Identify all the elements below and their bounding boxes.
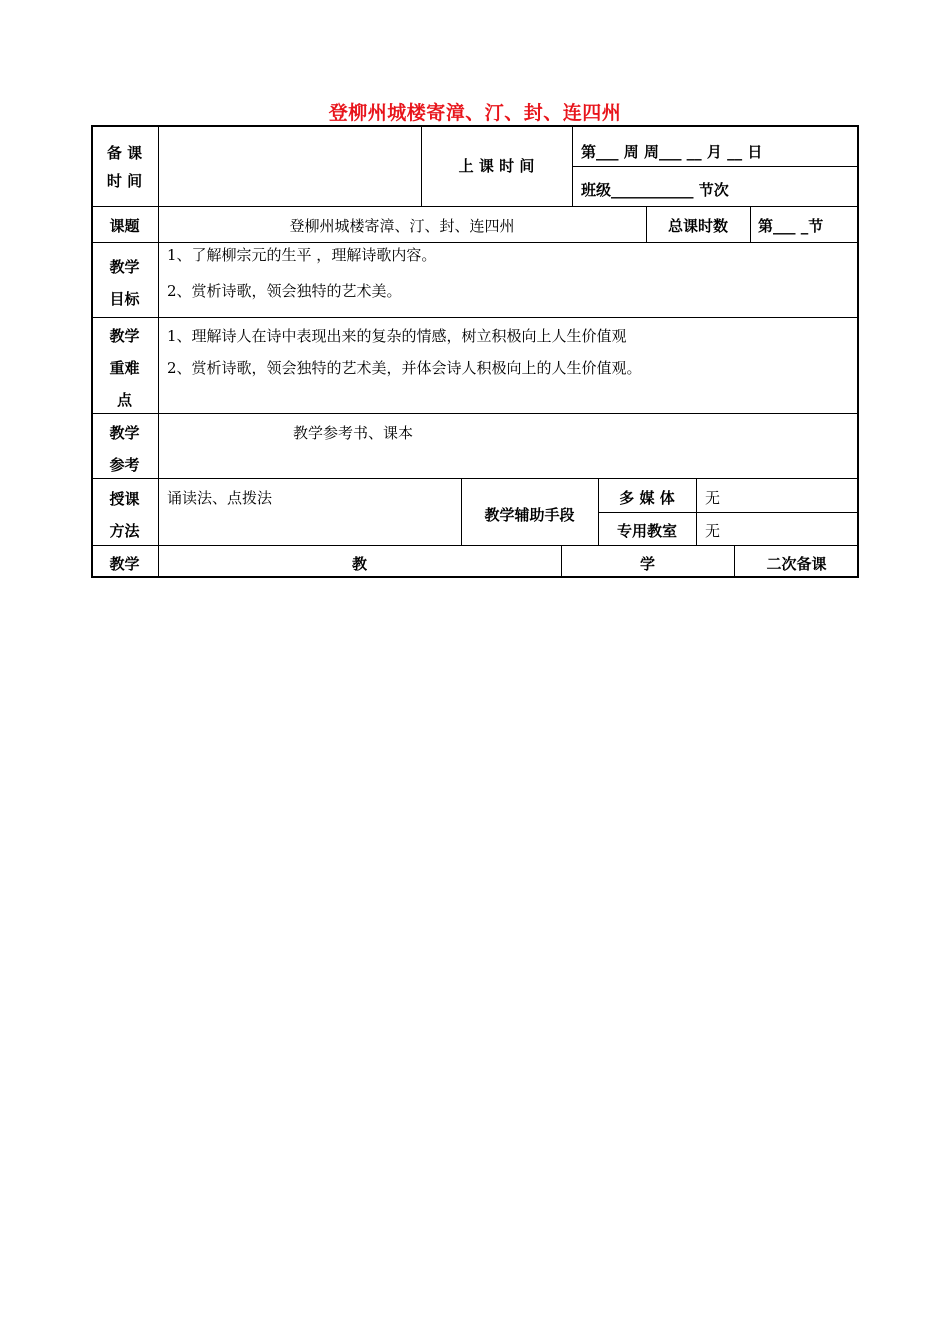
method-label-2: 方法 xyxy=(109,522,140,540)
classroom-value: 无 xyxy=(705,522,721,540)
prep-time-label-2: 时 间 xyxy=(106,172,143,190)
reference-value: 教学参考书、课本 xyxy=(293,424,414,442)
method-label: 授课 xyxy=(109,490,140,508)
objective-item: 1、了解柳宗元的生平 ，理解诗歌内容。 xyxy=(167,246,437,264)
objective-item: 2、赏析诗歌，领会独特的艺术美。 xyxy=(167,282,402,300)
objectives-label: 教学 xyxy=(109,258,140,276)
class-time-label: 上 课 时 间 xyxy=(458,157,535,175)
objectives-label-2: 目标 xyxy=(109,290,140,308)
teach-column-header: 教 xyxy=(351,555,367,573)
class-period-field: 班级___________ 节次 xyxy=(581,181,729,199)
process-label: 教学 xyxy=(109,555,140,573)
classroom-label: 专用教室 xyxy=(616,522,677,540)
second-prep-column-header: 二次备课 xyxy=(766,555,827,573)
section-number-field: 第___ _节 xyxy=(758,217,824,235)
topic-value: 登柳州城楼寄漳、汀、封、连四州 xyxy=(289,217,515,235)
reference-label-2: 参考 xyxy=(109,456,140,474)
document-title: 登柳州城楼寄漳、汀、封、连四州 xyxy=(328,102,622,124)
key-points-label-2: 重难 xyxy=(109,359,140,377)
reference-label: 教学 xyxy=(109,424,140,442)
multimedia-label: 多 媒 体 xyxy=(619,489,675,507)
multimedia-value: 无 xyxy=(705,489,721,507)
key-point-item: 2、赏析诗歌，领会独特的艺术美，并体会诗人积极向上的人生价值观。 xyxy=(167,359,642,377)
key-points-label-3: 点 xyxy=(116,391,132,409)
week-date-field: 第___ 周 周___ __ 月 __ 日 xyxy=(581,143,763,161)
topic-label: 课题 xyxy=(109,217,140,235)
prep-time-label: 备 课 xyxy=(106,144,143,162)
key-points-label: 教学 xyxy=(109,327,140,345)
key-point-item: 1、理解诗人在诗中表现出来的复杂的情感，树立积极向上人生价值观 xyxy=(167,327,627,345)
method-value: 诵读法、点拨法 xyxy=(167,489,273,507)
total-hours-label: 总课时数 xyxy=(667,217,728,235)
teaching-aid-label: 教学辅助手段 xyxy=(484,506,575,524)
learn-column-header: 学 xyxy=(639,555,655,573)
